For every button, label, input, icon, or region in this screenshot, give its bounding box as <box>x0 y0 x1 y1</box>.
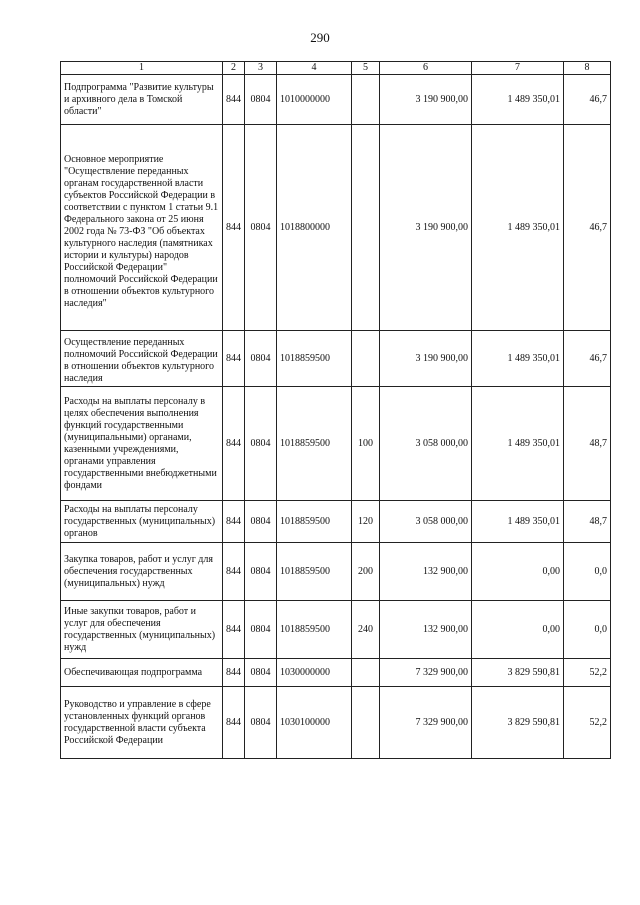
table-row <box>61 331 611 387</box>
row-code-admin: 844 <box>223 601 245 659</box>
row-code-expense-type <box>352 75 380 125</box>
row-code-target: 1030100000 <box>277 687 352 759</box>
row-percent: 52,2 <box>564 659 611 687</box>
row-code-admin: 844 <box>223 659 245 687</box>
row-code-admin: 844 <box>223 125 245 331</box>
row-name: Обеспечивающая подпрограмма <box>61 659 223 687</box>
row-percent: 0,0 <box>564 601 611 659</box>
row-actual-amount: 1 489 350,01 <box>472 75 564 125</box>
row-percent: 48,7 <box>564 387 611 501</box>
row-name: Осуществление переданных полномочий Российской Федерации в отношении объектов культурного наследия <box>61 331 223 387</box>
row-name: Расходы на выплаты персоналу в целях обеспечения выполнения функций государственными (муниципальными) органами, казенными учреждениями, органами управления государственными внебюджетными фондами <box>61 387 223 501</box>
row-code-target: 1010000000 <box>277 75 352 125</box>
row-code-target: 1018859500 <box>277 543 352 601</box>
row-planned-amount: 132 900,00 <box>380 601 472 659</box>
row-code-target: 1018800000 <box>277 125 352 331</box>
header-cell-4: 4 <box>277 62 352 75</box>
row-percent: 52,2 <box>564 687 611 759</box>
row-code-admin: 844 <box>223 75 245 125</box>
row-actual-amount: 1 489 350,01 <box>472 125 564 331</box>
row-code-admin: 844 <box>223 543 245 601</box>
row-code-expense-type: 120 <box>352 501 380 543</box>
row-code-section: 0804 <box>245 501 277 543</box>
header-cell-1: 1 <box>61 62 223 75</box>
row-planned-amount: 3 058 000,00 <box>380 387 472 501</box>
table-row <box>61 125 611 331</box>
row-code-admin: 844 <box>223 501 245 543</box>
row-actual-amount: 0,00 <box>472 543 564 601</box>
row-name: Руководство и управление в сфере установленных функций органов государственной власти субъекта Российской Федерации <box>61 687 223 759</box>
table-row <box>61 687 611 759</box>
table-row <box>61 75 611 125</box>
row-code-expense-type: 100 <box>352 387 380 501</box>
row-code-expense-type: 240 <box>352 601 380 659</box>
row-actual-amount: 1 489 350,01 <box>472 387 564 501</box>
table-row <box>61 387 611 501</box>
row-name: Закупка товаров, работ и услуг для обеспечения государственных (муниципальных) нужд <box>61 543 223 601</box>
row-percent: 46,7 <box>564 125 611 331</box>
row-actual-amount: 3 829 590,81 <box>472 659 564 687</box>
row-name: Расходы на выплаты персоналу государственных (муниципальных) органов <box>61 501 223 543</box>
row-code-target: 1018859500 <box>277 501 352 543</box>
row-percent: 0,0 <box>564 543 611 601</box>
row-actual-amount: 1 489 350,01 <box>472 331 564 387</box>
row-planned-amount: 3 058 000,00 <box>380 501 472 543</box>
row-code-expense-type <box>352 687 380 759</box>
row-name: Иные закупки товаров, работ и услуг для обеспечения государственных (муниципальных) нужд <box>61 601 223 659</box>
row-planned-amount: 3 190 900,00 <box>380 125 472 331</box>
table-row <box>61 659 611 687</box>
row-code-expense-type <box>352 659 380 687</box>
row-code-expense-type: 200 <box>352 543 380 601</box>
header-cell-3: 3 <box>245 62 277 75</box>
row-code-section: 0804 <box>245 387 277 501</box>
row-actual-amount: 1 489 350,01 <box>472 501 564 543</box>
header-cell-7: 7 <box>472 62 564 75</box>
table-row <box>61 543 611 601</box>
header-cell-5: 5 <box>352 62 380 75</box>
row-planned-amount: 3 190 900,00 <box>380 75 472 125</box>
row-code-expense-type <box>352 125 380 331</box>
row-planned-amount: 7 329 900,00 <box>380 659 472 687</box>
row-actual-amount: 3 829 590,81 <box>472 687 564 759</box>
header-cell-8: 8 <box>564 62 611 75</box>
row-planned-amount: 3 190 900,00 <box>380 331 472 387</box>
header-cell-6: 6 <box>380 62 472 75</box>
row-percent: 48,7 <box>564 501 611 543</box>
budget-table <box>60 61 611 759</box>
row-code-section: 0804 <box>245 543 277 601</box>
row-name: Основное мероприятие "Осуществление переданных органам государственной власти субъектов Российской Федерации в соответствии с пунктом 1 статьи 9.1 Федерального закона от 25 июня 2002 года № 73-ФЗ "Об объектах культурного наследия (памятниках истории и культуры) народов Российской Федерации" полномочий Российской Федерации в отношении объектов культурного наследия" <box>61 125 223 331</box>
table-row <box>61 501 611 543</box>
row-code-target: 1018859500 <box>277 387 352 501</box>
row-code-section: 0804 <box>245 331 277 387</box>
row-code-target: 1018859500 <box>277 601 352 659</box>
row-code-section: 0804 <box>245 125 277 331</box>
row-code-admin: 844 <box>223 331 245 387</box>
row-percent: 46,7 <box>564 75 611 125</box>
row-code-admin: 844 <box>223 687 245 759</box>
row-code-expense-type <box>352 331 380 387</box>
row-name: Подпрограмма "Развитие культуры и архивного дела в Томской области" <box>61 75 223 125</box>
row-code-section: 0804 <box>245 659 277 687</box>
row-code-section: 0804 <box>245 75 277 125</box>
row-code-section: 0804 <box>245 687 277 759</box>
row-planned-amount: 132 900,00 <box>380 543 472 601</box>
page-number: 290 <box>310 30 330 45</box>
row-planned-amount: 7 329 900,00 <box>380 687 472 759</box>
row-code-target: 1030000000 <box>277 659 352 687</box>
header-cell-2: 2 <box>223 62 245 75</box>
row-code-section: 0804 <box>245 601 277 659</box>
row-code-target: 1018859500 <box>277 331 352 387</box>
table-row <box>61 601 611 659</box>
table-header-row <box>61 62 611 75</box>
row-code-admin: 844 <box>223 387 245 501</box>
row-actual-amount: 0,00 <box>472 601 564 659</box>
row-percent: 46,7 <box>564 331 611 387</box>
